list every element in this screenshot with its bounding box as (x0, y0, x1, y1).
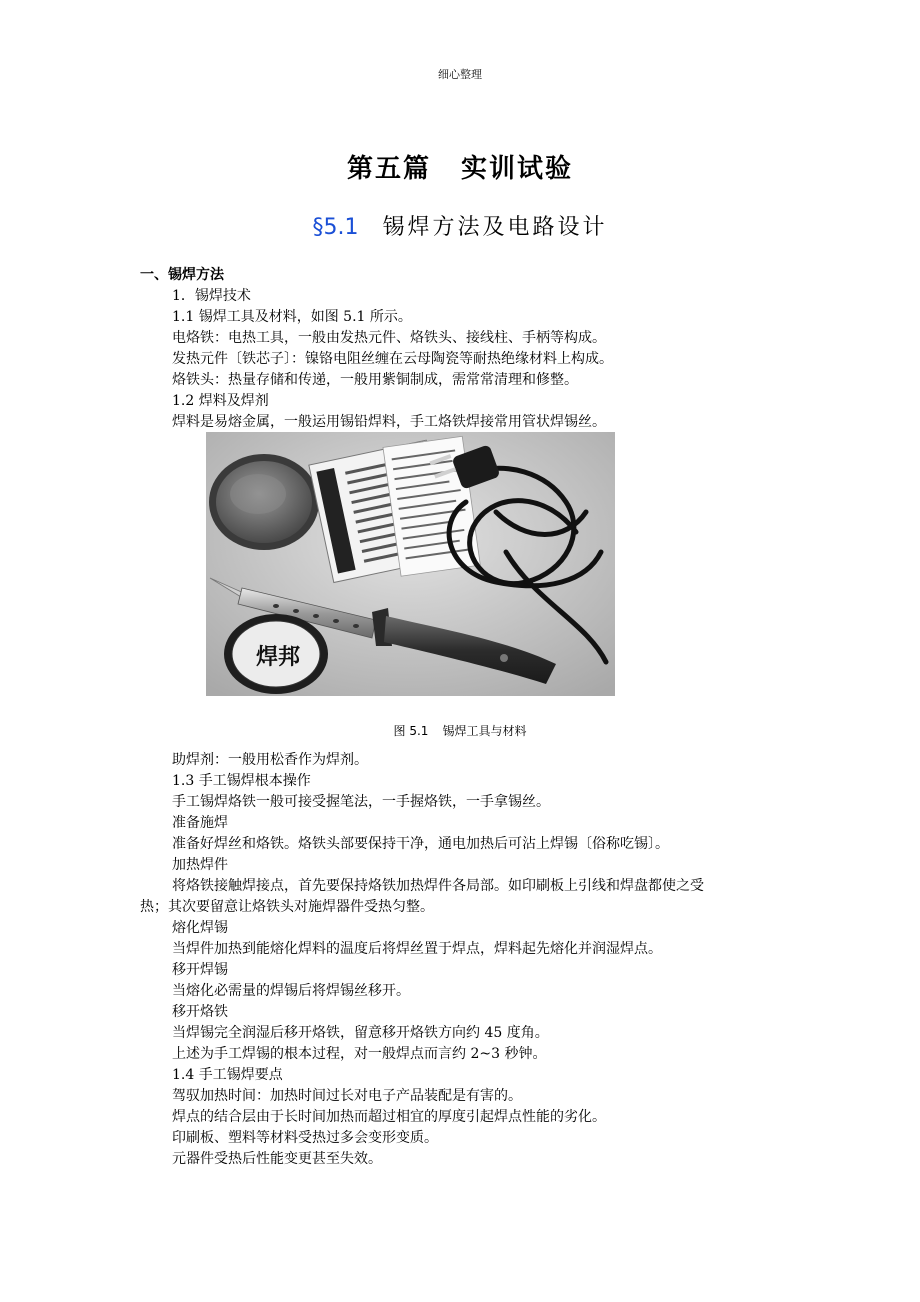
part-title-name: 实训试验 (461, 154, 574, 184)
text-line: 当熔化必需量的焊锡后将焊锡丝移开。 (172, 983, 410, 999)
text-line: 将烙铁接触焊接点，首先要保持烙铁加热焊件各局部。如印刷板上引线和焊盘都使之受 (172, 878, 704, 894)
section-title (0, 210, 920, 241)
text-line: 热；其次要留意让烙铁头对施焊器件受热匀整。 (140, 899, 434, 915)
text-line: 移开焊锡 (172, 962, 228, 978)
text-line: 加热焊件 (172, 857, 228, 873)
text-line: 熔化焊锡 (172, 920, 228, 936)
text-line: 1．锡焊技术 (172, 288, 251, 304)
text-line: 准备施焊 (172, 815, 228, 831)
header-note: 细心整理 (438, 68, 482, 81)
part-title (0, 148, 920, 185)
text-line: 助焊剂：一般用松香作为焊剂。 (172, 752, 368, 768)
text-line: 元器件受热后性能变更甚至失效。 (172, 1151, 382, 1167)
section-name: 锡焊方法及电路设计 (382, 215, 608, 240)
roll-brand-text: 焊邦 (255, 645, 301, 670)
text-line: 1.2 焊料及焊剂 (172, 393, 269, 409)
caption-text: 锡焊工具与材料 (442, 724, 527, 738)
text-line: 印刷板、塑料等材料受热过多会变形变质。 (172, 1130, 438, 1146)
text-line: 驾驭加热时间：加热时间过长对电子产品装配是有害的。 (172, 1088, 522, 1104)
text-line: 移开烙铁 (172, 1004, 228, 1020)
flux-tin-can (209, 454, 319, 550)
text-line: 上述为手工焊锡的根本过程，对一般焊点而言约 2~3 秒钟。 (172, 1046, 547, 1062)
heading-soldering-method: 一、锡焊方法 (140, 267, 224, 283)
section-number: §5.1 (312, 215, 359, 240)
text-line: 1.4 手工锡焊要点 (172, 1067, 283, 1083)
text-line: 当焊锡完全润湿后移开烙铁，留意移开烙铁方向约 45 度角。 (172, 1025, 549, 1041)
text-line: 焊料是易熔金属，一般运用锡铅焊料，手工烙铁焊接常用管状焊锡丝。 (172, 414, 606, 430)
part-title-label: 第五篇 (346, 154, 431, 184)
text-line: 准备好焊丝和烙铁。烙铁头部要保持干净，通电加热后可沾上焊锡〔俗称吃锡〕。 (172, 836, 669, 852)
soldering-tools-photo (206, 432, 615, 696)
text-line: 1.1 锡焊工具及材料，如图 5.1 所示。 (172, 309, 412, 325)
text-line: 烙铁头：热量存储和传递，一般用紫铜制成，需常常清理和修整。 (172, 372, 578, 388)
text-line: 焊点的结合层由于长时间加热而超过相宜的厚度引起焊点性能的劣化。 (172, 1109, 606, 1125)
caption-number: 图 5.1 (393, 724, 429, 738)
text-line: 发热元件〔铁芯子〕：镍铬电阻丝缠在云母陶瓷等耐热绝缘材料上构成。 (172, 351, 613, 367)
solder-wire-roll (224, 614, 328, 694)
text-line: 1.3 手工锡焊根本操作 (172, 773, 311, 789)
text-line: 电烙铁：电热工具，一般由发热元件、烙铁头、接线柱、手柄等构成。 (172, 330, 606, 346)
text-line: 当焊件加热到能熔化焊料的温度后将焊丝置于焊点，焊料起先熔化并润湿焊点。 (172, 941, 662, 957)
text-line: 手工锡焊烙铁一般可接受握笔法，一手握烙铁，一手拿锡丝。 (172, 794, 550, 810)
figure-caption (0, 722, 920, 739)
